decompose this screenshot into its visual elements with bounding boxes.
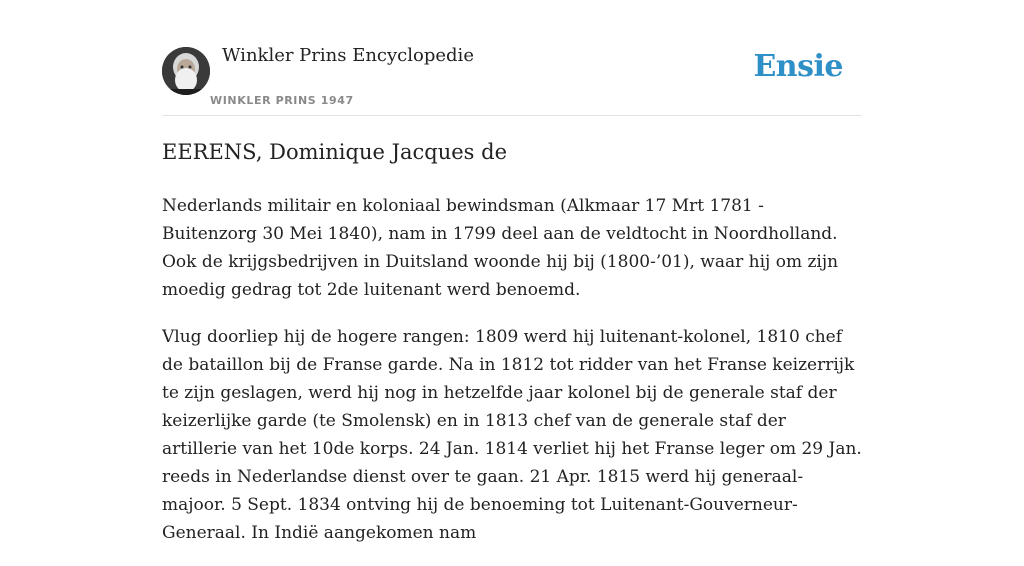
- source-subtitle: WINKLER PRINS 1947: [210, 94, 354, 107]
- article-body: [162, 192, 862, 566]
- source-avatar[interactable]: [162, 47, 210, 95]
- article-title: EERENS, Dominique Jacques de: [162, 140, 508, 164]
- page: [162, 0, 862, 543]
- article-paragraph: Nederlands militair en koloniaal bewindsman (Alkmaar 17 Mrt 1781 - Buitenzorg 30 Mei 1840), nam in 1799 deel aan de veldtocht in Noordholland. Ook de krijgsbedrijven in Duitsland woonde hij bij (1800-’01), waar hij om zijn moedig gedrag tot 2de luitenant werd benoemd.: [162, 196, 839, 300]
- article-paragraph: Vlug doorliep hij de hogere rangen: 1809 werd hij luitenant-kolonel, 1810 chef de bataillon bij de Franse garde. Na in 1812 tot ridder van het Franse keizerrijk te zijn geslagen, werd hij nog in hetzelfde jaar kolonel bij de generale staf der keizerlijke garde (te Smolensk) en in 1813 chef van de generale staf der artillerie van het 10de korps. 24 Jan. 1814 verliet hij het Franse leger om 29 Jan. reeds in Nederlandse dienst over te gaan. 21 Apr. 1815 werd hij generaal-majoor. 5 Sept. 1834 ontving hij de benoeming tot Luitenant-Gouverneur-Generaal. In Indië aangekomen nam: [162, 327, 862, 543]
- source-title-link[interactable]: Winkler Prins Encyclopedie: [222, 45, 474, 66]
- portrait-avatar-icon: [162, 47, 210, 95]
- source-header: [162, 0, 862, 116]
- ensie-logo-link[interactable]: Ensie: [753, 49, 843, 84]
